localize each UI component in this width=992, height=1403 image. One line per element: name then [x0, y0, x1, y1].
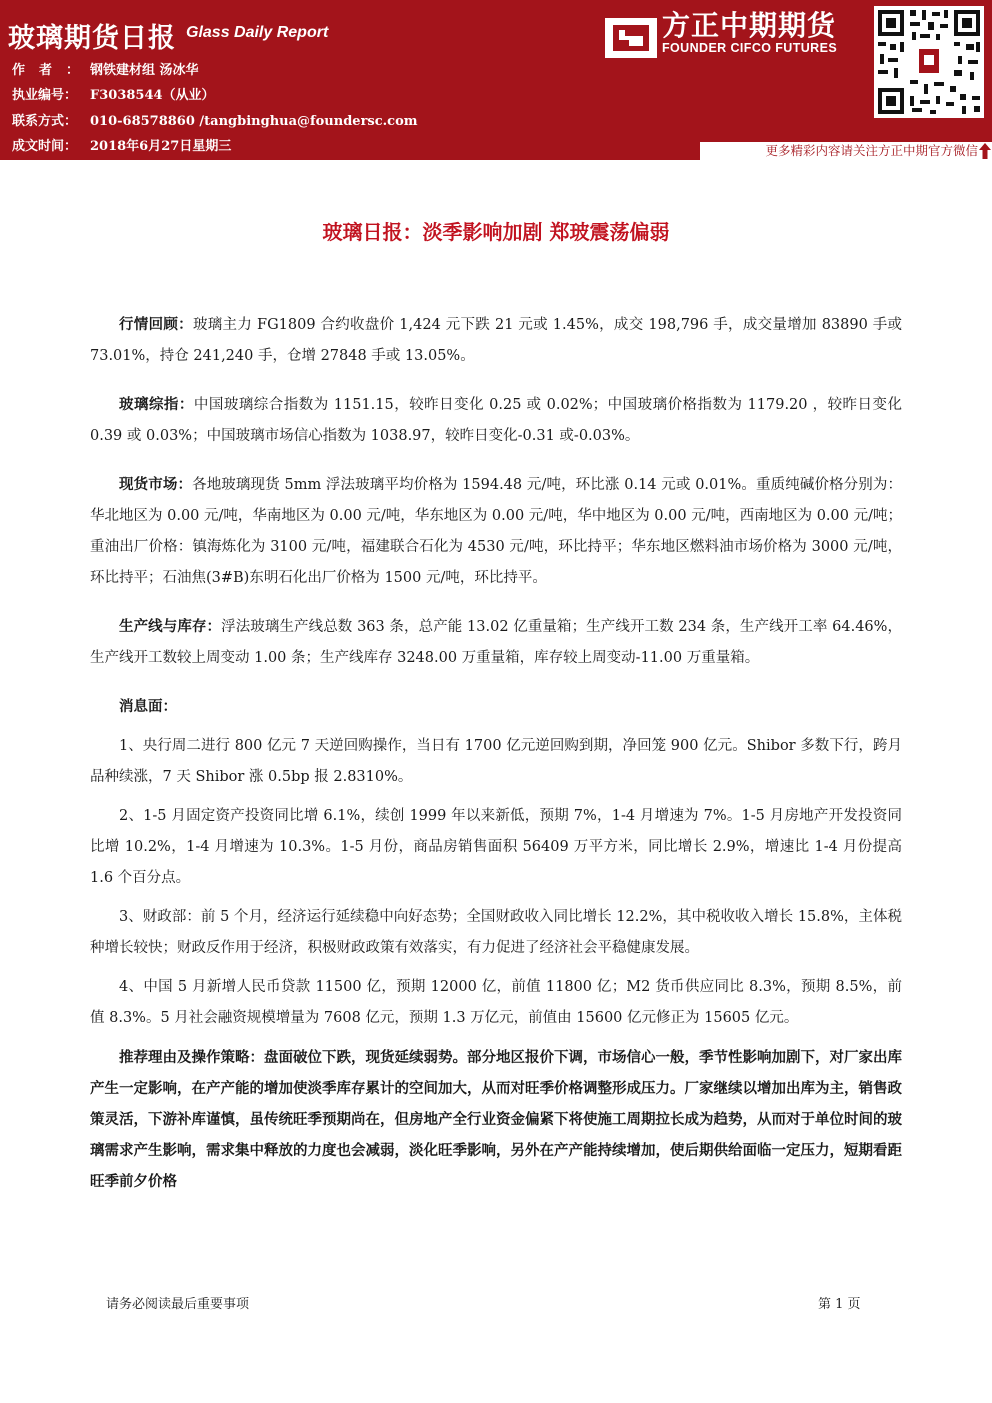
meta-date: [12, 137, 231, 157]
news-item: 4、中国 5 月新增人民币贷款 11500 亿，预期 12000 亿，前值 11800 亿；M2 货币供应同比 8.3%，预期 8.5%，前值 8.3%。5 月社会融资规模增量为 7608 亿元，预期 1.3 万亿元，前值由 15600 亿元修正为 15605 亿元。: [90, 979, 902, 1026]
strategy-label: 推荐理由及操作策略：: [119, 1049, 264, 1066]
logo-text-cn: 方正中期期货: [662, 9, 837, 42]
qr-code-icon: [874, 6, 984, 118]
glass-index-label: 玻璃综指：: [119, 396, 194, 413]
spot-market-paragraph: [90, 469, 902, 594]
market-review-label: 行情回顾：: [119, 316, 193, 333]
news-item: 1、央行周二进行 800 亿元 7 天逆回购操作，当日有 1700 亿元逆回购到期，净回笼 900 亿元。Shibor 多数下行，跨月品种续涨，7 天 Shibor 涨 0.5bp 报 2.8310%。: [90, 738, 902, 785]
production-text: 浮法玻璃生产线总数 363 条，总产能 13.02 亿重量箱；生产线开工数 234 条，生产线开工率 64.46%，生产线开工数较上周变动 1.00 条；生产线库存 3248.00 万重量箱，库存较上周变动-11.00 万重量箱。: [90, 619, 903, 666]
arrow-up-icon: [978, 142, 992, 160]
market-review-paragraph: [90, 309, 902, 372]
glass-index-paragraph: [90, 389, 902, 452]
meta-date-label: 成文时间：: [12, 139, 78, 154]
spot-market-text: 各地玻璃现货 5mm 浮法玻璃平均价格为 1594.48 元/吨，环比涨 0.14 元或 0.01%。重质纯碱价格分别为：华北地区为 0.00 元/吨，华南地区为 0.00 元/吨，华东地区为 0.00 元/吨，华中地区为 0.00 元/吨，西南地区为 0.00 元/吨；重油出厂价格：镇海炼化为 3100 元/吨，福建联合石化为 4530 元/吨，环比持平；华东地区燃料油市场价格为 3000 元/吨，环比持平；石油焦(3#B)东明石化出厂价格为 1500 元/吨，环比持平。: [90, 477, 903, 586]
report-header: [0, 0, 992, 160]
header-title-cn: 玻璃期货日报: [8, 23, 176, 54]
page-number: 第 1 页: [818, 1297, 861, 1312]
spot-market-label: 现货市场：: [119, 476, 193, 493]
strategy-paragraph: [90, 1042, 902, 1197]
market-review-text: 玻璃主力 FG1809 合约收盘价 1,424 元下跌 21 元或 1.45%，成交 198,796 手，成交量增加 83890 手或 73.01%，持仓 241,240 手，仓增 27848 手或 13.05%。: [90, 317, 903, 364]
meta-license-label: 执业编号：: [12, 88, 78, 103]
news-item: 2、1-5 月固定资产投资同比增 6.1%，续创 1999 年以来新低，预期 7%，1-4 月增速为 7%。1-5 月房地产开发投资同比增 10.2%，1-4 月增速为 10.3%。1-5 月份，商品房销售面积 56409 万平方米，同比增长 2.9%，增速比 1-4 月份提高 1.6 个百分点。: [90, 808, 902, 886]
strategy-text: 盘面破位下跌，现货延续弱势。部分地区报价下调，市场信心一般，季节性影响加剧下，对厂家出库产生一定影响，在产产能的增加使淡季库存累计的空间加大，从而对旺季价格调整形成压力。厂家继续以增加出库为主，销售政策灵活，下游补库谨慎，虽传统旺季预期尚在，但房地产全行业资金偏紧下将使施工周期拉长成为趋势，从而对于单位时间的玻璃需求产生影响，需求集中释放的力度也会减弱，淡化旺季影响，另外在产产能持续增加，使后期供给面临一定压力，短期看距旺季前夕价格: [90, 1049, 902, 1190]
news-heading: [90, 691, 902, 723]
report-title: 玻璃日报：淡季影响加剧 郑玻震荡偏弱: [322, 220, 670, 244]
report-body: [90, 309, 902, 1197]
meta-author: [12, 61, 199, 81]
founder-logo-icon: [603, 16, 659, 60]
header-title-en: Glass Daily Report: [186, 24, 329, 41]
meta-author-value: 钢铁建材组 汤冰华: [90, 63, 199, 78]
meta-contact-label: 联系方式：: [12, 114, 78, 129]
logo-text-en: FOUNDER CIFCO FUTURES: [662, 41, 838, 55]
meta-author-label: 作者：: [12, 63, 94, 78]
meta-date-value: 2018年6月27日星期三: [90, 139, 232, 154]
production-paragraph: [90, 611, 902, 674]
follow-wechat-text: 更多精彩内容请关注方正中期官方微信: [765, 143, 978, 158]
meta-contact-value: 010-68578860 /tangbinghua@foundersc.com: [90, 114, 418, 129]
news-label: 消息面：: [119, 698, 177, 715]
glass-index-text: 中国玻璃综合指数为 1151.15，较昨日变化 0.25 或 0.02%；中国玻璃价格指数为 1179.20 ，较昨日变化 0.39 或 0.03%；中国玻璃市场信心指数为 1038.97，较昨日变化-0.31 或-0.03%。: [90, 397, 902, 444]
production-label: 生产线与库存：: [119, 618, 222, 635]
meta-license: [12, 86, 215, 106]
footer-notice: 请务必阅读最后重要事项: [106, 1297, 250, 1312]
news-item: 3、财政部：前 5 个月，经济运行延续稳中向好态势；全国财政收入同比增长 12.2%，其中税收收入增长 15.8%，主体税种增长较快；财政反作用于经济，积极财政政策有效落实，有力促进了经济社会平稳健康发展。: [90, 909, 902, 956]
meta-license-value: F3038544（从业）: [90, 88, 215, 103]
meta-contact: [12, 112, 418, 132]
follow-bar: [700, 142, 992, 160]
